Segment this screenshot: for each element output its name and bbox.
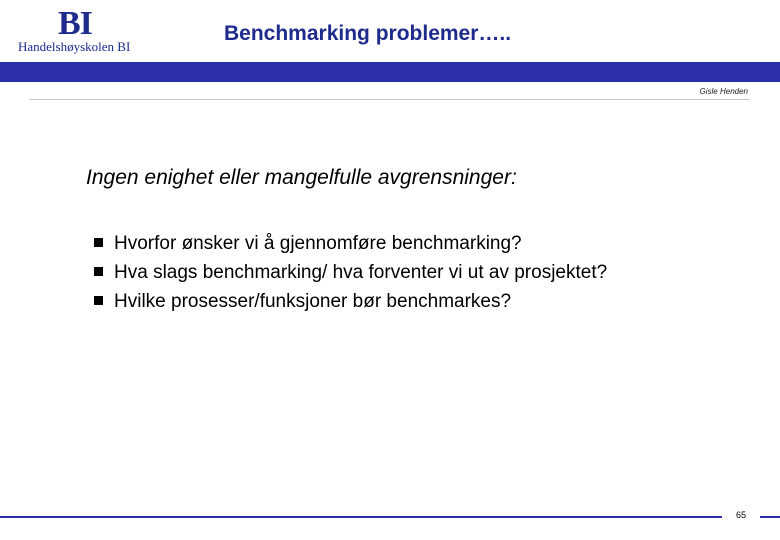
bullet-text: Hvorfor ønsker vi å gjennomføre benchmarking? (114, 233, 522, 254)
header-divider (30, 99, 750, 100)
content-heading: Ingen enighet eller mangelfulle avgrensninger: (86, 166, 517, 189)
bullet-item (94, 229, 654, 258)
slide-title: Benchmarking problemer….. (224, 22, 512, 45)
bullet-item (94, 287, 654, 316)
bullet-text: Hvilke prosesser/funksjoner bør benchmarkes? (114, 291, 512, 312)
bullet-text: Hva slags benchmarking/ hva forventer vi ut av prosjektet? (114, 262, 608, 283)
logo-name: Handelshøyskolen BI (18, 39, 131, 54)
square-bullet-icon (94, 238, 103, 247)
bullet-list (94, 229, 654, 316)
logo-mark: BI (58, 5, 92, 42)
footer-divider (0, 516, 722, 518)
author-name: Gisle Henden (699, 87, 748, 96)
page-number: 65 (735, 510, 746, 520)
footer-divider-right (760, 516, 780, 518)
bi-logo (18, 6, 143, 54)
bullet-item (94, 258, 654, 287)
square-bullet-icon (94, 267, 103, 276)
header-bar (0, 62, 780, 82)
square-bullet-icon (94, 296, 103, 305)
